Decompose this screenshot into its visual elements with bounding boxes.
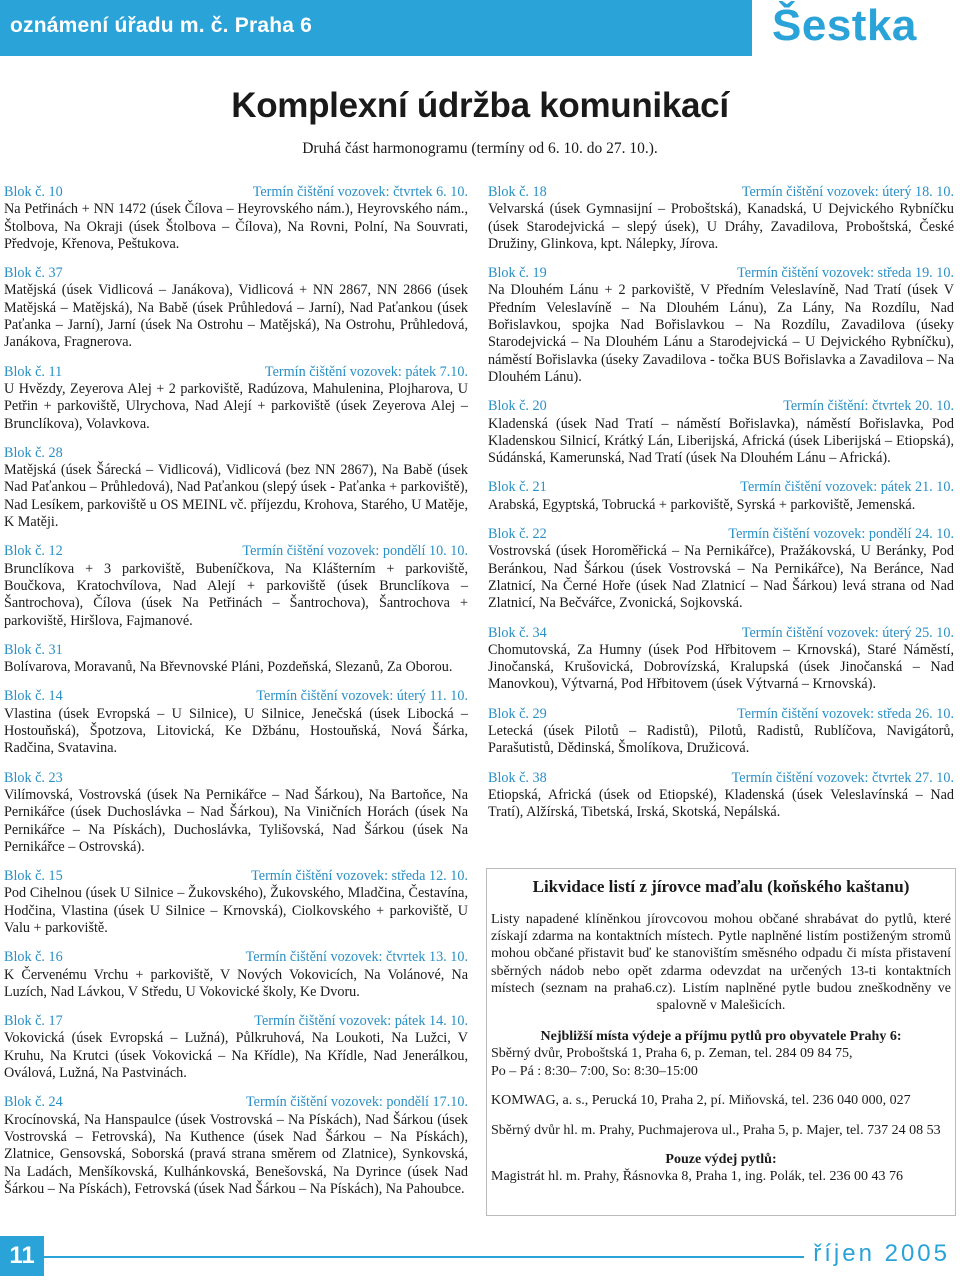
info-line: Sběrný dvůr hl. m. Prahy, Puchmajerova ul., Praha 5, p. Majer, tel. 737 24 08 53 <box>491 1122 941 1138</box>
block-term: Termín čištění vozovek: úterý 25. 10. <box>741 624 954 641</box>
logo-box <box>752 0 960 56</box>
block-term: Termín čištění vozovek: středa 12. 10. <box>251 868 468 885</box>
block-label: Blok č. 11 <box>4 363 63 380</box>
info-heading: Nejbližší místa výdeje a příjmu pytlů pro obyvatele Prahy 6: <box>540 1029 902 1045</box>
schedule-block <box>4 1013 468 1082</box>
block-label: Blok č. 15 <box>4 868 63 885</box>
block-label: Blok č. 21 <box>488 479 547 496</box>
block-label: Blok č. 22 <box>488 526 547 543</box>
page-subtitle: Druhá část harmonogramu (termíny od 6. 10. do 27. 10.). <box>302 140 658 157</box>
schedule-block <box>4 364 468 433</box>
block-term: Termín čištění vozovek: středa 26. 10. <box>737 705 954 722</box>
block-text: Matějská (úsek Vidlicová – Janákova), Vidlicová + NN 2867, NN 2866 (úsek Matějská – Matějská), Na Babě (úsek Průhledová – Jarní), Nad Paťankou (úsek Paťanka – Jarní), Jarní (úsek Na Ostrohu – Matějská), Na Ostrohu, Průhledová, Janákova, Fragnerova. <box>4 282 468 351</box>
block-label: Blok č. 10 <box>4 184 63 200</box>
block-text: Krocínovská, Na Hanspaulce (úsek Vostrovská – Na Pískách), Nad Šárkou (úsek Vostrovská – Fetrovská), Na Kuthence (úsek Nad Šárkou – Na Pískách), Zlatnice, Gensovská, Soborská (pravá strana směrem od Zlatnice), Synkovská, Na Ladách, Menšíkovská, Kulhánkovská, Benešovská, Na Dyrince (úsek Nad Šárkou – Na Pískách), Fetrovská (úsek Nad Šárkou – Na Pískách), Na Pahoubce. <box>4 1111 468 1197</box>
info-line: KOMWAG, a. s., Perucká 10, Praha 2, pí. Miňovská, tel. 236 040 000, 027 <box>491 1093 911 1109</box>
block-label: Blok č. 23 <box>4 769 63 786</box>
schedule-block <box>4 642 468 677</box>
info-box <box>486 868 956 1216</box>
block-text: Matějská (úsek Šárecká – Vidlicová), Vidlicová (bez NN 2867), Na Babě (úsek Nad Paťankou – Průhledová), Nad Paťankou (slepý úsek - Paťanka + parkoviště), Nad Lesíkem, parkoviště u OS MEINL vč. příjezdu, Krohova, Starého, U Matěje, K Matěji. <box>4 462 468 531</box>
schedule-block <box>4 949 468 1001</box>
block-label: Blok č. 20 <box>488 398 547 415</box>
info-line: Sběrný dvůr, Proboštská 1, Praha 6, p. Zeman, tel. 284 09 84 75, <box>491 1046 853 1062</box>
block-text: Na Dlouhém Lánu + 2 parkoviště, V Předním Veleslavíně, Nad Tratí (úsek V Předním Veleslavíně – Na Dlouhém Lánu), Za Lány, Na Rozdílu, Nad Bořislavkou, spojka Nad Bořislavkou – Na Rozdílu, Zavadilova (úseky Starodejvická – Na Dlouhém Lánu a Starodejvická – U Dejvického Rybníčku), náměstí Bořislavka (úseky Zavadilova - točka BUS Bořislavka a Zavadilova – Na Dlouhém Lánu). <box>488 282 954 385</box>
schedule-block <box>488 398 954 467</box>
block-term: Termín čištění vozovek: pátek 14. 10. <box>254 1013 468 1030</box>
schedule-block <box>4 688 468 757</box>
block-label: Blok č. 18 <box>488 184 547 200</box>
block-text: Arabská, Egyptská, Tobrucká + parkoviště, Syrská + parkoviště, Jemenská. <box>488 496 916 513</box>
block-text: Vilímovská, Vostrovská (úsek Na Pernikářce – Nad Šárkou), Na Bartoňce, Na Pernikářce (úsek Duchoslávka – Nad Šárkou), Na Viničních Horách (úsek Na Pernikářce – Na Pískách), Duchoslávka, Tylišovská, Nad Šárkou (úsek Na Pernikářce – Ostrovská). <box>4 786 468 855</box>
block-term: Termín čištění vozovek: úterý 18. 10. <box>741 184 954 200</box>
block-term: Termín čištění vozovek: pátek 7.10. <box>264 363 468 380</box>
schedule-block <box>4 184 468 253</box>
block-label: Blok č. 38 <box>488 769 547 786</box>
block-term: Termín čištění vozovek: středa 19. 10. <box>737 265 954 282</box>
block-text: Letecká (úsek Pilotů – Radistů), Pilotů, Radistů, Rublíčova, Navigátorů, Parašutistů, Dědinská, Šmolíkova, Družicová. <box>488 723 954 757</box>
block-text: K Červenému Vrchu + parkoviště, V Nových Vokovicích, Na Volánové, Na Luzích, Nad Lávkou, V Středu, U Vokovické školy, Ke Dvoru. <box>4 966 468 1000</box>
page-title: Komplexní údržba komunikací <box>231 86 729 125</box>
schedule-block <box>488 625 954 694</box>
block-term: Termín čištění: čtvrtek 20. 10. <box>783 398 954 415</box>
block-label: Blok č. 34 <box>488 624 547 641</box>
section-title: oznámení úřadu m. č. Praha 6 <box>10 14 313 37</box>
header-bar <box>0 0 960 56</box>
info-heading: Pouze výdej pytlů: <box>665 1152 777 1168</box>
block-text: U Hvězdy, Zeyerova Alej + 2 parkoviště, Radúzova, Mahulenina, Plojharova, U Petřin + parkoviště, Ulrychova, Nad Alejí + parkoviště (úsek Zeyerova Alej – Brunclíkova), Volavkova. <box>4 380 468 432</box>
schedule-block <box>4 445 468 531</box>
block-term: Termín čištění vozovek: čtvrtek 13. 10. <box>245 949 468 966</box>
block-label: Blok č. 24 <box>4 1094 63 1111</box>
schedule-block <box>488 479 954 514</box>
right-column <box>488 184 954 834</box>
schedule-block <box>488 265 954 386</box>
schedule-block <box>488 184 954 253</box>
block-text: Etiopská, Africká (úsek od Etiopské), Kladenská (úsek Veleslavínská – Nad Tratí), Alžírská, Tibetská, Irská, Skotská, Nepálská. <box>488 786 954 821</box>
block-label: Blok č. 37 <box>4 265 63 282</box>
block-label: Blok č. 19 <box>488 265 547 282</box>
block-term: Termín čištění vozovek: pondělí 10. 10. <box>242 543 468 560</box>
block-term: Termín čištění vozovek: pátek 21. 10. <box>740 479 954 496</box>
block-term: Termín čištění vozovek: pondělí 24. 10. <box>728 526 954 543</box>
block-text: Velvarská (úsek Gymnasijní – Proboštská), Kanadská, U Dejvického Rybníčku (úsek Starodejvická – slepý úsek), U Dráhy, Zavadilova, Proboštská, České Družiny, Glinkova, kpt. Nálepky, Jírova. <box>488 201 954 252</box>
block-text: Vostrovská (úsek Horoměřická – Na Pernikářce), Pražákovská, U Beránky, Pod Beránkou, Nad Šárkou (úsek Vostrovská – Na Pernikářce), Na Beránce, Nad Zlatnicí, Na Černé Hoře (úsek Nad Zlatnicí – Nad Šárkou) levá strana od Nad Zlatnicí, Na Bečvářce, Zvonická, Sojkovská. <box>488 543 954 612</box>
block-text: Vokovická (úsek Evropská – Lužná), Půlkruhová, Na Loukoti, Na Lužci, V Kruhu, Na Krutci (úsek Vokovická – Na Křídle), Na Křídle, Nad Jenerálkou, Oválová, Lužná, Na Pastvinách. <box>4 1030 468 1082</box>
issue-date: říjen 2005 <box>813 1240 950 1267</box>
schedule-block <box>488 526 954 612</box>
block-text: Na Petřinách + NN 1472 (úsek Čílova – Heyrovského nám.), Heyrovského nám., Štolbova, Na Okraji (úsek Štolbova – Čílova), Na Rovni, Polní, Na Souvrati, Předvoje, Křenova, Peštukova. <box>4 201 468 252</box>
schedule-block <box>4 265 468 351</box>
block-label: Blok č. 29 <box>488 705 547 722</box>
block-label: Blok č. 31 <box>4 641 63 658</box>
block-text: Brunclíkova + 3 parkoviště, Bubeníčkova, Na Klášterním + parkoviště, Boučkova, Kratochvílova, Nad Alejí + parkoviště (úsek Brunclíkova – Šantrochova), Čílova (úsek Na Petřinách – Šantrochova), Šantrochova + parkoviště, Hiršlova, Fajmanové. <box>4 560 468 629</box>
left-column <box>4 184 468 1210</box>
block-text: Vlastina (úsek Evropská – U Silnice), U Silnice, Jenečská (úsek Libocká – Hostouňská), Špotzova, Litovická, Ke Džbánu, Hostouňská, Nová Šárka, Radčina, Svatavina. <box>4 705 468 757</box>
schedule-block <box>488 770 954 822</box>
info-line: Po – Pá : 8:30– 7:00, So: 8:30–15:00 <box>491 1063 698 1079</box>
page-number: 11 <box>0 1236 44 1276</box>
schedule-block <box>4 543 468 629</box>
block-label: Blok č. 14 <box>4 688 63 705</box>
block-text: Bolívarova, Moravanů, Na Břevnovské Pláni, Pozdeňská, Slezanů, Za Oborou. <box>4 659 453 676</box>
block-text: Chomutovská, Za Humny (úsek Pod Hřbitovem – Krnovská), Staré Náměstí, Jinočanská, Krušovická, Dobrovízská, Kralupská (úsek Jinočanská – Nad Manovkou), Výtvarná, Pod Hřbitovem (úsek Výtvarná – Krnovská). <box>488 641 954 693</box>
block-label: Blok č. 28 <box>4 444 63 461</box>
block-term: Termín čištění vozovek: úterý 11. 10. <box>256 688 468 705</box>
info-line: Magistrát hl. m. Prahy, Řásnovka 8, Praha 1, ing. Polák, tel. 236 00 43 76 <box>491 1169 904 1185</box>
schedule-block <box>4 868 468 937</box>
info-text: Listy napadené klíněnkou jírovcovou mohou občané shrabávat do pytlů, které získají zdarma na kontaktních místech. Pytle naplněné listím postiženým stromů mohou občané přistavit buď ke stanovištím směsného odpadu či místa přistavení sběrných nádob nebo opět zdarma odevzdat na určených 13-ti kontaktních místech (seznam na praha6.cz). Listím naplněné pytle budou zneškodněny ve spalovně v Malešicích. <box>491 912 951 1014</box>
block-label: Blok č. 12 <box>4 543 63 560</box>
block-term: Termín čištění vozovek: čtvrtek 27. 10. <box>731 769 954 786</box>
footer-divider <box>44 1256 804 1258</box>
block-label: Blok č. 16 <box>4 949 63 966</box>
block-text: Kladenská (úsek Nad Tratí – náměstí Bořislavka), náměstí Bořislavka, Pod Kladenskou Silnicí, Krátký Lán, Liberijská, Africká (úsek Liberijská – Etiopská), Súdánská, Kamerunská, Nad Tratí (úsek Na Dlouhém Lánu – Africká). <box>488 415 954 467</box>
schedule-block <box>488 706 954 758</box>
block-text: Pod Cihelnou (úsek U Silnice – Žukovského), Žukovského, Mladčina, Čestavína, Hodčina, Vlastina (úsek U Silnice – Krnovská), Ciolkovského + parkoviště, U Valu + parkoviště. <box>4 885 468 936</box>
logo: Šestka <box>772 1 917 50</box>
schedule-block <box>4 770 468 856</box>
block-label: Blok č. 17 <box>4 1013 63 1030</box>
block-term: Termín čištění vozovek: čtvrtek 6. 10. <box>252 184 468 200</box>
info-title: Likvidace listí z jírovce maďalu (koňského kaštanu) <box>532 877 910 896</box>
schedule-block <box>4 1094 468 1198</box>
block-term: Termín čištění vozovek: pondělí 17.10. <box>245 1094 468 1111</box>
